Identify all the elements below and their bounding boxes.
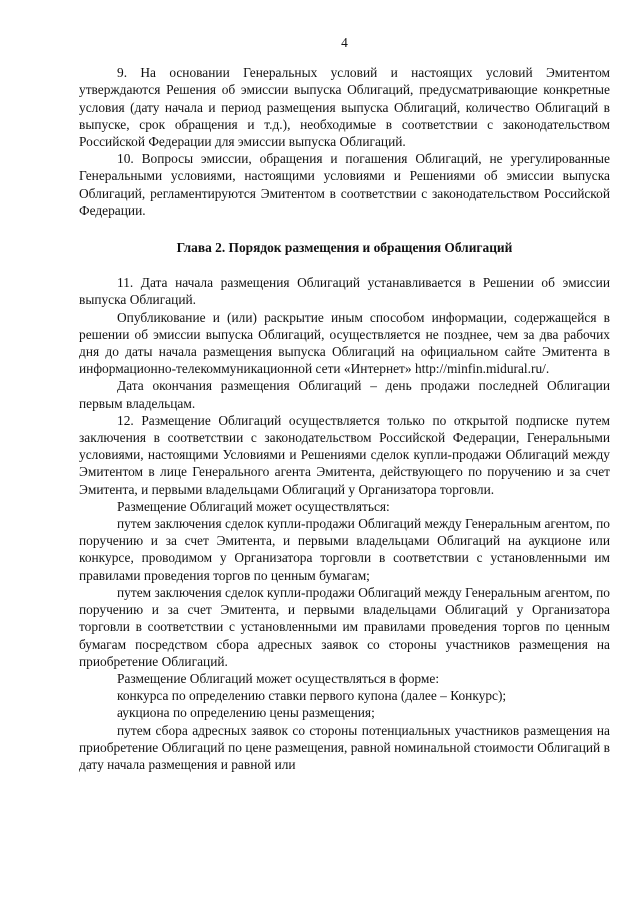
paragraph-end-date: Дата окончания размещения Облигаций – день продажи последней Облигации первым владельцам. xyxy=(79,378,610,411)
paragraph-10: 10. Вопросы эмиссии, обращения и погашения Облигаций, не урегулированные Генеральными условиями, настоящими условиями и Решениями об эмиссии выпуска Облигаций, регламентируются Эмитентом в соответствии с законодательством Российской Федерации. xyxy=(79,151,610,218)
page-number: 4 xyxy=(341,35,348,50)
paragraph-form-orders: путем сбора адресных заявок со стороны потенциальных участников размещения на приобретение Облигаций по цене размещения, равной номинальной стоимости Облигаций в дату начала размещения и равной или xyxy=(79,722,610,772)
paragraph-form-auction: аукциона по определению цены размещения; xyxy=(117,705,375,721)
chapter-heading: Глава 2. Порядок размещения и обращения Облигаций xyxy=(176,240,513,256)
paragraph-placement-orders: путем заключения сделок купли-продажи Облигаций между Генеральным агентом, по поручению и за счет Эмитента, и первыми владельцами Облигаций у Организатора торговли в соответствии с установленными им правилами проведения торгов по ценным бумагам посредством сбора адресных заявок со стороны участников размещения на приобретение Облигаций. xyxy=(79,584,610,669)
paragraph-disclosure: Опубликование и (или) раскрытие иным способом информации, содержащейся в решении об эмиссии выпуска Облигаций, осуществляется не позднее, чем за два рабочих дня до даты начала размещения выпуска Облигаций на официальном сайте Эмитента в информационно-телекоммуникационной сети «Интернет» http://minfin.midural.ru/. xyxy=(79,309,610,377)
document-page xyxy=(79,34,610,773)
paragraph-placement-auction: путем заключения сделок купли-продажи Облигаций между Генеральным агентом, по поручению и за счет Эмитента, и первыми владельцами Облигаций на аукционе или конкурсе, проводимом у Организатора торговли в соответствии с установленными им правилами проведения торгов по ценным бумагам; xyxy=(79,516,610,583)
paragraph-9: 9. На основании Генеральных условий и настоящих условий Эмитентом утверждаются Решения об эмиссии выпуска Облигаций, предусматривающие конкретные условия (дату начала и период размещения выпуска Облигаций, количество Облигаций в выпуске, срок обращения и т.д.), необходимые в соответствии с законодательством Российской Федерации для эмиссии выпуска Облигаций. xyxy=(79,65,610,150)
paragraph-12: 12. Размещение Облигаций осуществляется только по открытой подписке путем заключения в соответствии с законодательством Российской Федерации, Генеральными условиями, настоящими Условиями и Решениями сделок купли-продажи Облигаций между Эмитентом в лице Генерального агента Эмитента, действующего по поручению и за счет Эмитента, и первыми владельцами Облигаций у Организатора торговли. xyxy=(79,412,610,497)
paragraph-form-contest: конкурса по определению ставки первого купона (далее – Конкурс); xyxy=(117,688,507,704)
paragraph-placement-forms-intro: Размещение Облигаций может осуществляться в форме: xyxy=(117,670,440,686)
paragraph-placement-methods-intro: Размещение Облигаций может осуществляться: xyxy=(117,498,390,514)
paragraph-11: 11. Дата начала размещения Облигаций устанавливается в Решении об эмиссии выпуска Облигаций. xyxy=(79,275,610,308)
